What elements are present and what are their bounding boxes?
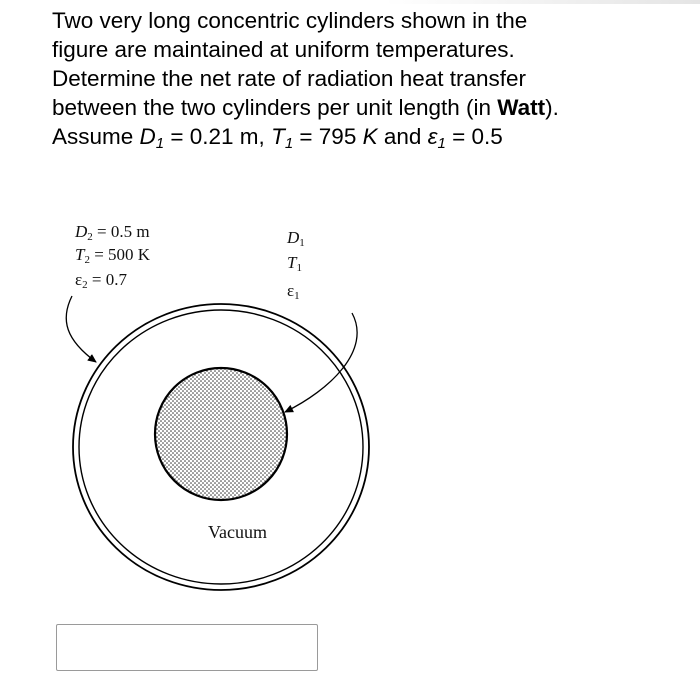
question-line-1: Two very long concentric cylinders shown in the — [52, 8, 528, 33]
e1-symbol: ε — [427, 124, 438, 149]
question-line-4-prefix: between the two cylinders per unit length (in — [52, 95, 498, 120]
t1-value: = 795 — [293, 124, 363, 149]
vacuum-label: Vacuum — [208, 522, 267, 542]
outer-emissivity-label: $\varepsilon_2 = 0.7$ — [75, 270, 127, 291]
unit-watt: Watt — [497, 95, 546, 120]
inner-diameter-label: $D_1$ — [287, 228, 305, 249]
d1-subscript: 1 — [155, 135, 165, 152]
assume-word: Assume — [52, 124, 140, 149]
t1-symbol: T — [271, 124, 285, 149]
e1-subscript: 1 — [437, 135, 446, 152]
inner-temperature-label: $T_1$ — [287, 253, 302, 274]
inner-emissivity-label: $\varepsilon_1$ — [287, 281, 300, 302]
outer-temperature-label: $T_2 = 500$ K — [75, 245, 151, 266]
inner-cylinder — [155, 368, 287, 500]
question-line-3: Determine the net rate of radiation heat transfer — [52, 66, 527, 91]
leader-arrow-outer — [66, 296, 96, 362]
d1-value: = 0.21 m, — [164, 124, 272, 149]
and-word: and — [377, 124, 428, 149]
outer-diameter-label: $D_2 = 0.5$ m — [75, 222, 150, 243]
d1-symbol: D — [139, 124, 156, 149]
leader-arrow-inner — [285, 313, 357, 412]
question-line-4-suffix: ). — [545, 95, 559, 120]
question-line-2: figure are maintained at uniform temperatures. — [52, 37, 515, 62]
answer-input[interactable] — [56, 624, 318, 671]
e1-value: = 0.5 — [445, 124, 503, 149]
t1-unit: K — [362, 124, 378, 149]
t1-subscript: 1 — [284, 135, 294, 152]
